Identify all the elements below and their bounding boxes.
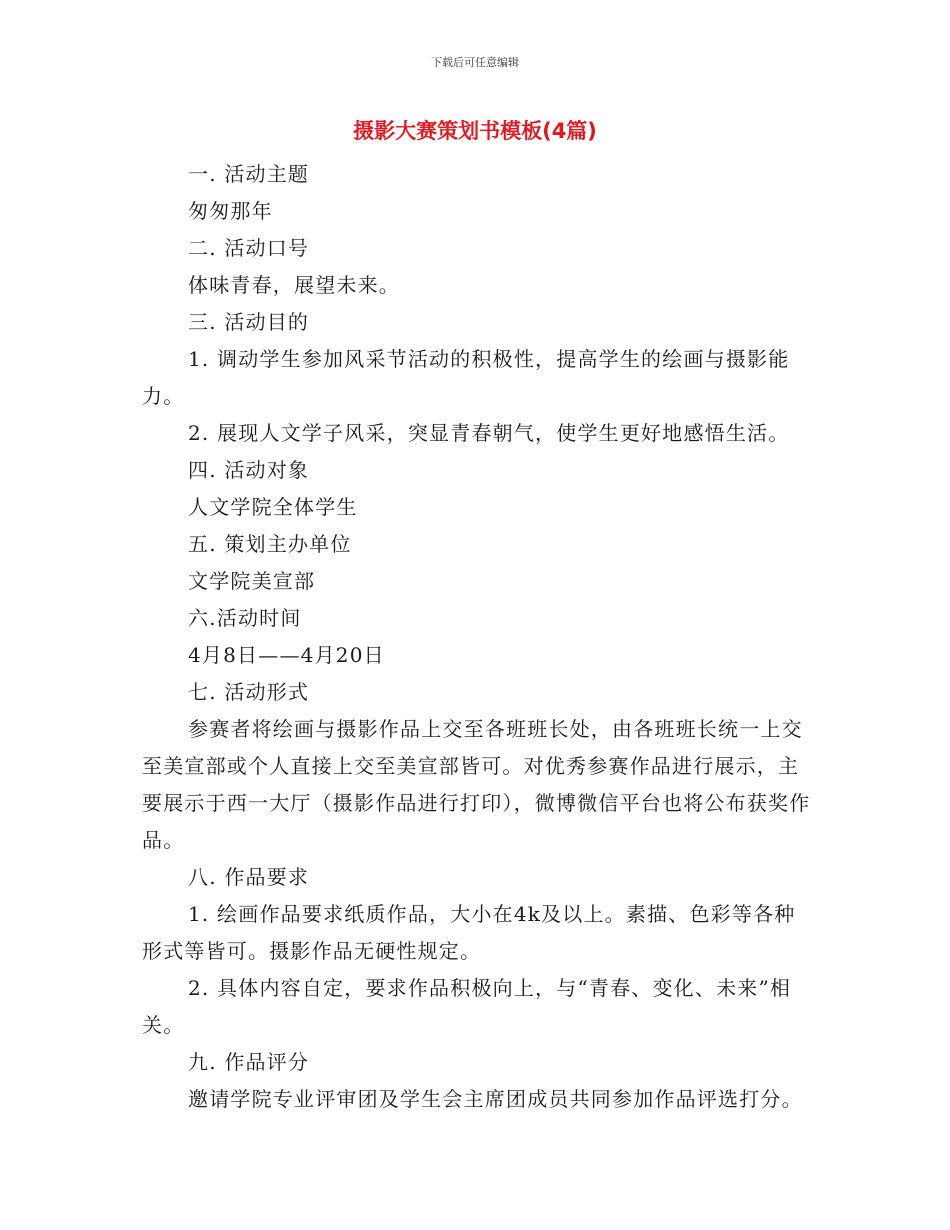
paragraph-audience: 人文学院全体学生: [188, 495, 358, 519]
paragraph-theme: 匆匆那年: [188, 199, 273, 223]
paragraph-requirements-1: 1. 绘画作品要求纸质作品，大小在4k及以上。素描、色彩等各种形式等皆可。摄影作品无硬性规定。: [142, 902, 796, 963]
paragraph-scoring: 邀请学院专业评审团及学生会主席团成员共同参加作品评选打分。: [188, 1087, 803, 1111]
section-heading-requirements: 八. 作品要求: [188, 865, 310, 889]
section-heading-slogan: 二. 活动口号: [188, 236, 310, 260]
section-heading-scoring: 九. 作品评分: [188, 1050, 310, 1074]
document-title: 摄影大赛策划书模板(4篇): [353, 119, 597, 143]
section-heading-time: 六.活动时间: [188, 606, 302, 630]
paragraph-time: 4月8日——4月20日: [188, 643, 385, 667]
paragraph-requirements-2: 2. 具体内容自定，要求作品积极向上，与“青春、变化、未来”相关。: [142, 976, 792, 1037]
section-heading-purpose: 三. 活动目的: [188, 310, 310, 334]
paragraph-slogan: 体味青春，展望未来。: [188, 273, 400, 297]
section-heading-format: 七. 活动形式: [188, 680, 310, 704]
paragraph-purpose-2: 2. 展现人文学子风采，突显青春朝气，使学生更好地感悟生活。: [188, 421, 790, 445]
document-body: [142, 156, 812, 1118]
paragraph-organizer: 文学院美宣部: [188, 569, 316, 593]
paragraph-purpose-1: 1. 调动学生参加风采节活动的积极性，提高学生的绘画与摄影能力。: [142, 347, 790, 408]
paragraph-format: 参赛者将绘画与摄影作品上交至各班班长处，由各班班长统一上交至美宣部或个人直接上交至美宣部皆可。对优秀参赛作品进行展示，主要展示于西一大厅（摄影作品进行打印），微博微信平台也将公布获奖作品。: [142, 717, 811, 852]
section-heading-theme: 一. 活动主题: [188, 162, 310, 186]
section-heading-audience: 四. 活动对象: [188, 458, 310, 482]
header-note: 下载后可任意编辑: [431, 56, 519, 69]
section-heading-organizer: 五. 策划主办单位: [188, 532, 352, 556]
